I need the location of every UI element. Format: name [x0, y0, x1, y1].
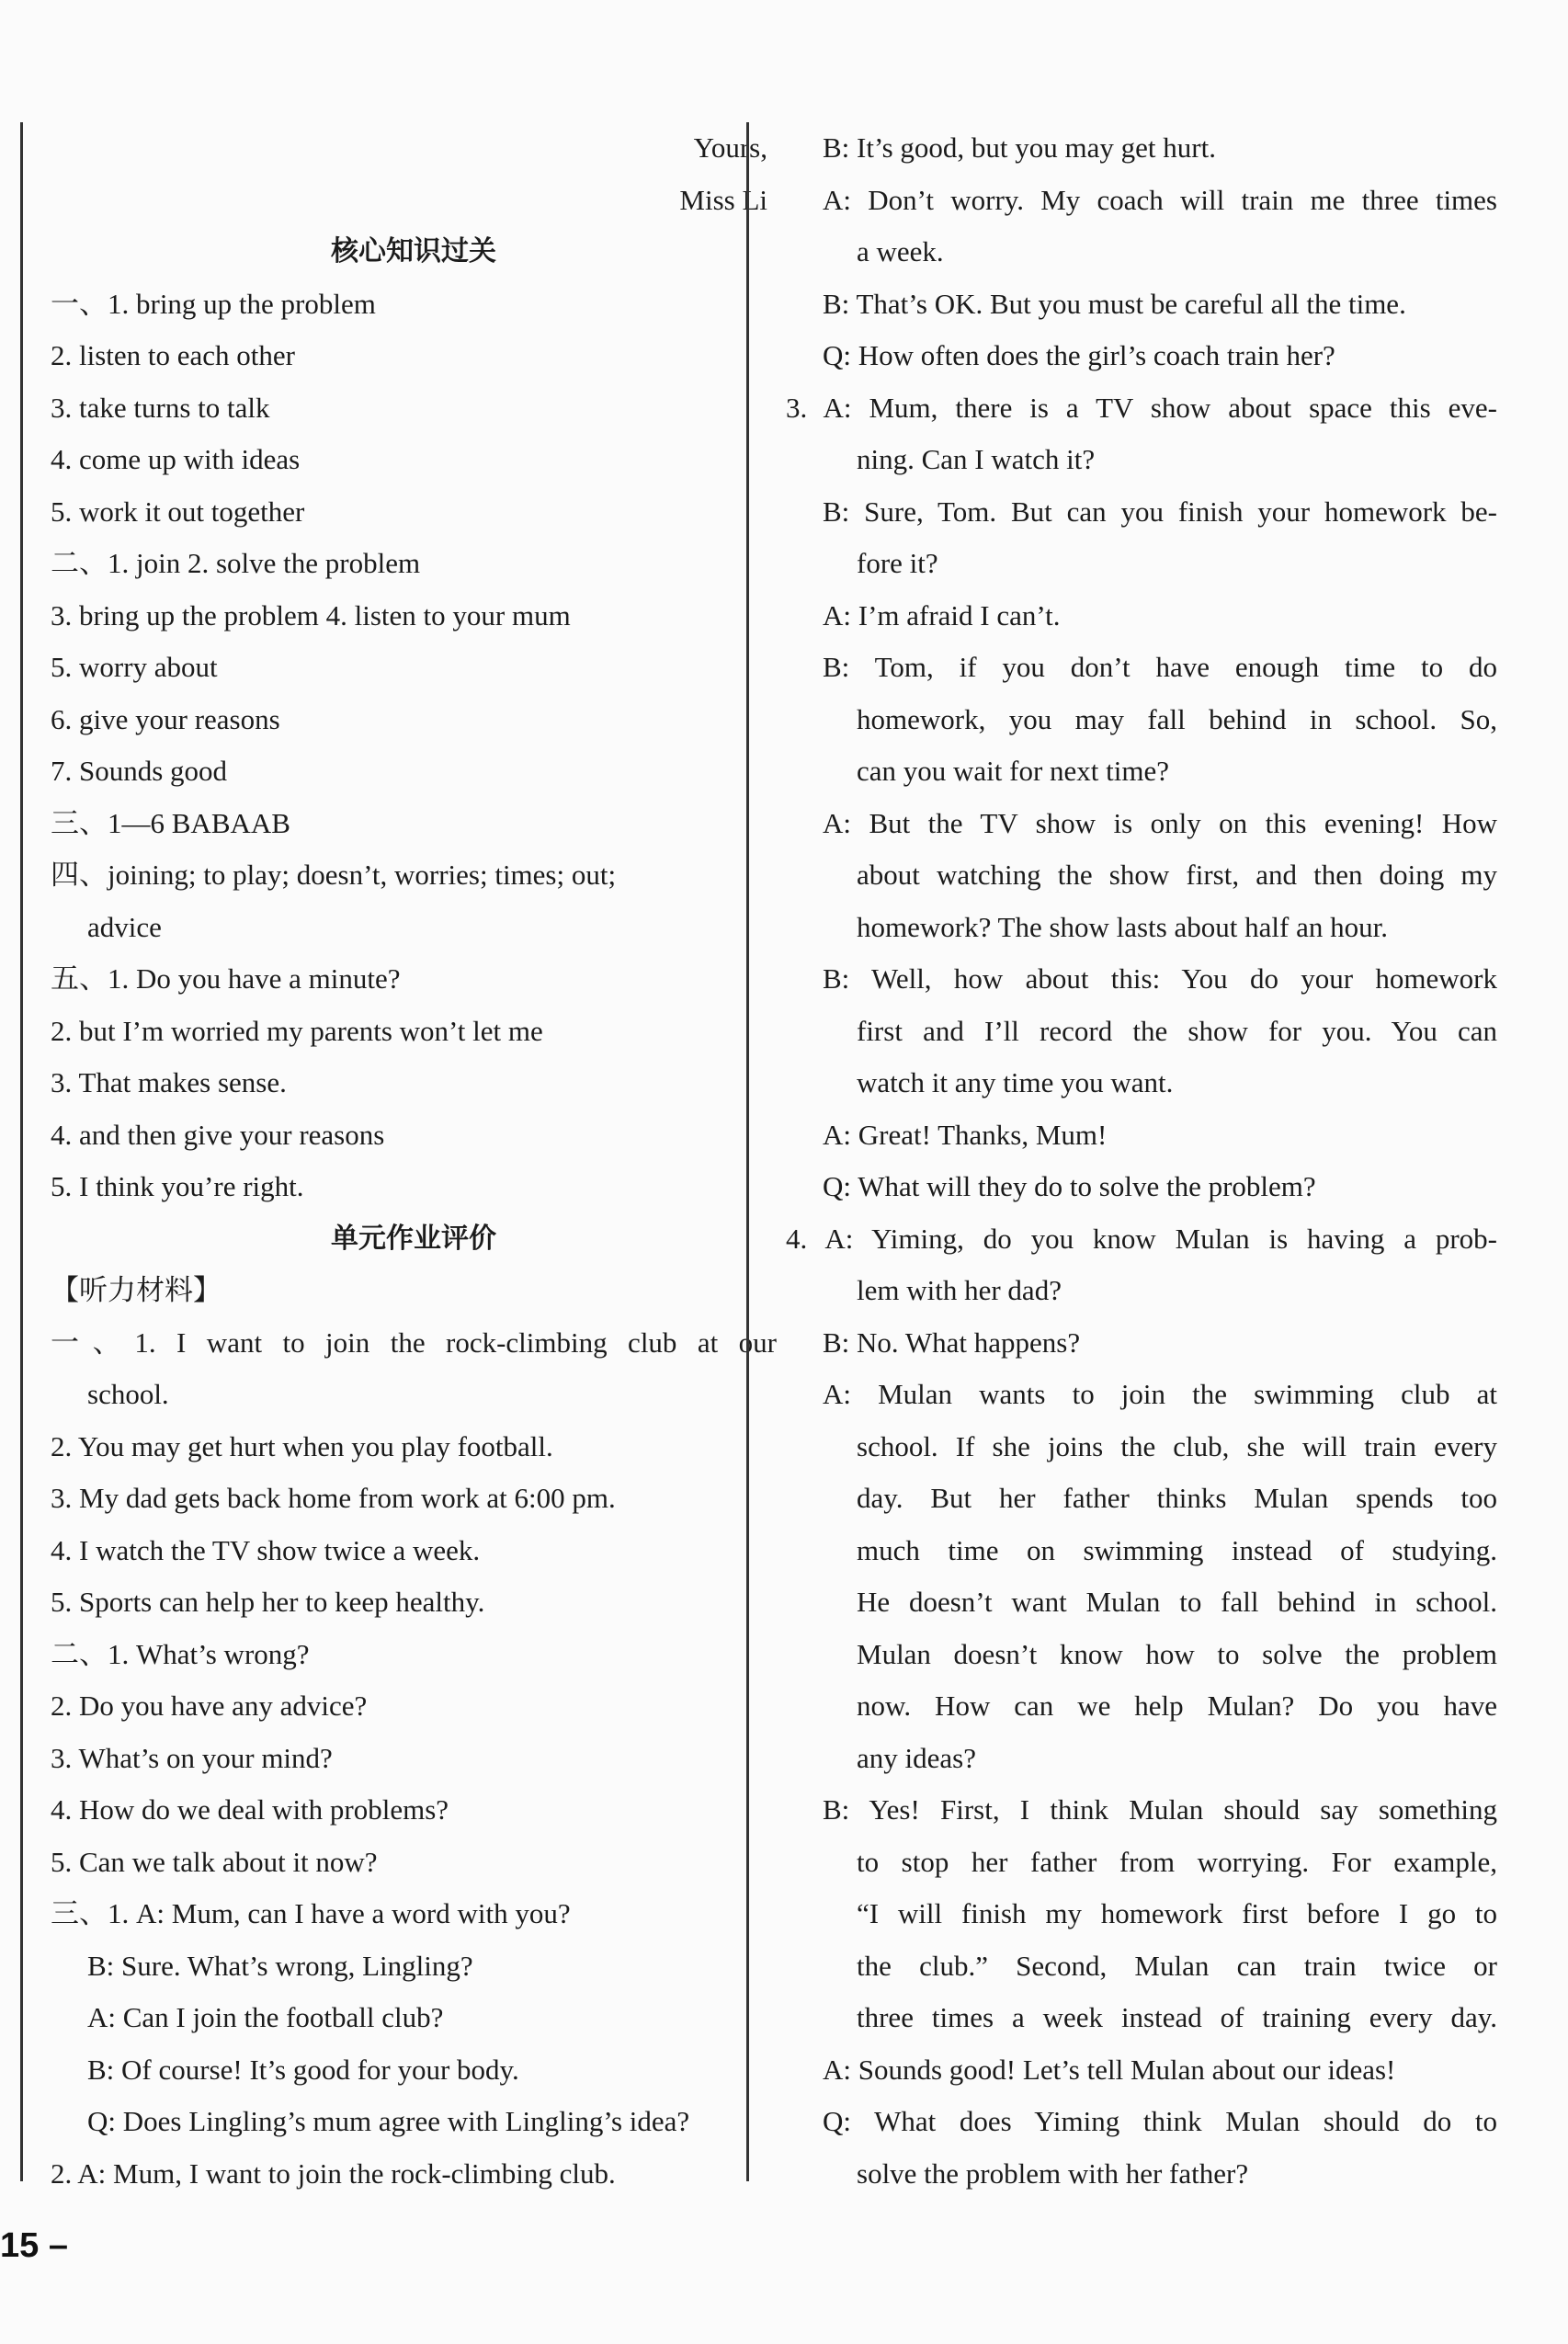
text-line: Q: Does Lingling’s mum agree with Lingling’s idea?: [87, 2105, 690, 2137]
text-line: any ideas?: [857, 1741, 976, 1774]
text-line: B: It’s good, but you may get hurt.: [823, 131, 1216, 164]
text-line: 3. My dad gets back home from work at 6:00 pm.: [51, 1482, 616, 1514]
text-line: 5. Can we talk about it now?: [51, 1845, 378, 1878]
text-line: 2. You may get hurt when you play football.: [51, 1429, 553, 1462]
text-line: first and I’ll record the show for you. You can: [857, 1014, 1497, 1047]
text-line: B: Tom, if you don’t have enough time to do: [823, 651, 1497, 683]
text-line: 2. but I’m worried my parents won’t let me: [51, 1014, 543, 1047]
text-line: watch it any time you want.: [857, 1066, 1174, 1098]
text-line: A: Don’t worry. My coach will train me three times: [823, 183, 1497, 216]
text-line: 2. listen to each other: [51, 339, 295, 371]
text-line: 3. That makes sense.: [51, 1066, 287, 1098]
text-line: Yours,: [693, 131, 767, 164]
text-line: A: I’m afraid I can’t.: [823, 598, 1061, 632]
text-line: school. If she joins the club, she will train every: [857, 1429, 1497, 1462]
text-line: B: Sure, Tom. But can you finish your homework be-: [823, 495, 1497, 528]
text-line: Q: What will they do to solve the problem?: [823, 1170, 1316, 1202]
text-line: 2. Do you have any advice?: [51, 1690, 368, 1722]
text-line: can you wait for next time?: [857, 755, 1170, 787]
right-column: [746, 122, 1497, 2190]
text-line: 四、joining; to play; doesn’t, worries; times; out;: [51, 859, 617, 891]
text-line: now. How can we help Mulan? Do you have: [857, 1690, 1497, 1722]
text-line: “I will finish my homework first before I go to: [857, 1897, 1497, 1929]
text-line: B: Yes! First, I think Mulan should say something: [823, 1793, 1497, 1826]
text-line: much time on swimming instead of studying.: [857, 1533, 1497, 1566]
section-heading: 单元作业评价: [331, 1222, 496, 1255]
text-line: 5. work it out together: [51, 495, 305, 528]
page-number: 15 –: [0, 2226, 68, 2265]
text-line: a week.: [857, 235, 944, 267]
text-line: 3. What’s on your mind?: [51, 1741, 333, 1774]
text-line: A: Can I join the football club?: [87, 2001, 444, 2033]
text-line: 二、1. join 2. solve the problem: [51, 547, 421, 579]
text-line: homework, you may fall behind in school. So,: [857, 702, 1497, 735]
text-line: 5. I think you’re right.: [51, 1170, 304, 1202]
text-line: 4. come up with ideas: [51, 443, 301, 475]
text-line: 4. and then give your reasons: [51, 1118, 385, 1151]
text-line: 4. How do we deal with problems?: [51, 1793, 449, 1826]
text-line: Q: What does Yiming think Mulan should do to: [823, 2105, 1497, 2137]
text-line: 3. A: Mum, there is a TV show about space this eve-: [786, 391, 1497, 424]
text-line: 3. bring up the problem 4. listen to your mum: [51, 598, 571, 632]
text-line: 五、1. Do you have a minute?: [51, 962, 401, 995]
text-line: A: But the TV show is only on this evening! How: [823, 806, 1497, 839]
text-line: 6. give your reasons: [51, 702, 280, 735]
text-line: solve the problem with her father?: [857, 2156, 1249, 2190]
text-line: B: That’s OK. But you must be careful all the time.: [823, 287, 1406, 320]
text-line: A: Great! Thanks, Mum!: [823, 1118, 1108, 1151]
text-line: the club.” Second, Mulan can train twice or: [857, 1949, 1497, 1982]
text-line: A: Mulan wants to join the swimming club at: [823, 1378, 1497, 1410]
text-line: ning. Can I watch it?: [857, 443, 1096, 475]
text-line: 三、1. A: Mum, can I have a word with you?: [51, 1897, 571, 1929]
text-line: 5. Sports can help her to keep healthy.: [51, 1586, 485, 1618]
text-line: day. But her father thinks Mulan spends too: [857, 1482, 1497, 1514]
section-heading: 核心知识过关: [331, 235, 496, 267]
text-line: A: Sounds good! Let’s tell Mulan about our ideas!: [823, 2053, 1396, 2086]
text-line: about watching the show first, and then doing my: [857, 859, 1497, 891]
text-line: 二、1. What’s wrong?: [51, 1637, 310, 1670]
text-line: 4. A: Yiming, do you know Mulan is having a prob-: [786, 1222, 1497, 1255]
text-line: Q: How often does the girl’s coach train her?: [823, 339, 1335, 371]
left-column: [20, 122, 777, 2190]
text-line: 三、1—6 BABAAB: [51, 806, 290, 839]
text-line: school.: [87, 1378, 169, 1410]
text-line: B: Of course! It’s good for your body.: [87, 2053, 519, 2086]
text-line: 【听力材料】: [51, 1274, 222, 1307]
text-line: 5. worry about: [51, 651, 218, 683]
text-line: 一、1. bring up the problem: [51, 287, 376, 320]
text-line: 7. Sounds good: [51, 755, 228, 787]
text-line: B: Sure. What’s wrong, Lingling?: [87, 1949, 473, 1982]
text-line: 4. I watch the TV show twice a week.: [51, 1533, 481, 1566]
text-line: fore it?: [857, 547, 938, 579]
text-line: homework? The show lasts about half an hour.: [857, 910, 1388, 943]
text-line: He doesn’t want Mulan to fall behind in school.: [857, 1586, 1497, 1618]
text-line: B: Well, how about this: You do your homework: [823, 962, 1497, 995]
text-line: B: No. What happens?: [823, 1326, 1081, 1359]
text-line: 2. A: Mum, I want to join the rock-climbing club.: [51, 2156, 616, 2190]
text-line: to stop her father from worrying. For example,: [857, 1845, 1497, 1878]
text-line: lem with her dad?: [857, 1274, 1062, 1306]
text-line: Mulan doesn’t know how to solve the problem: [857, 1637, 1497, 1670]
text-line: 3. take turns to talk: [51, 391, 270, 424]
text-line: Miss Li: [679, 183, 767, 216]
text-line: 一、1. I want to join the rock-climbing club at our: [51, 1326, 777, 1359]
text-line: three times a week instead of training every day.: [857, 2001, 1497, 2033]
text-line: advice: [87, 910, 162, 943]
